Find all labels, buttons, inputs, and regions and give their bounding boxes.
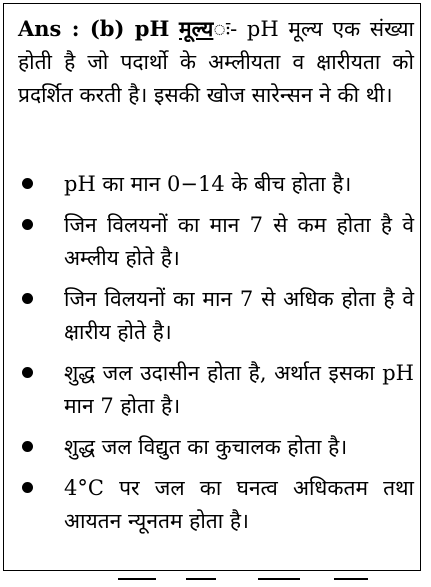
point-text: 4°C पर जल का घनत्व अधिकतम तथा आयतन न्यूनतम होता है। xyxy=(64,476,414,533)
bullet-icon xyxy=(22,293,33,304)
point-text: pH का मान 0−14 के बीच होता है। xyxy=(64,172,352,196)
point-text: शुद्ध जल उदासीन होता है, अर्थात इसका pH मान 7 होता है। xyxy=(64,361,414,418)
answer-paragraph xyxy=(18,12,414,112)
bullet-icon xyxy=(22,482,33,493)
list-item xyxy=(0,431,420,464)
answer-lead: Ans : (b) pH xyxy=(18,16,170,41)
bullet-icon xyxy=(22,441,33,452)
list-item xyxy=(0,283,420,349)
point-list xyxy=(0,168,420,546)
list-item xyxy=(0,472,420,538)
bullet-icon xyxy=(22,219,33,230)
list-item xyxy=(0,168,420,201)
point-text: शुद्ध जल विद्युत का कुचालक होता है। xyxy=(64,435,348,459)
list-item xyxy=(0,209,420,275)
answer-heading: मूल्य xyxy=(179,16,214,41)
point-text: जिन विलयनों का मान 7 से अधिक होता है वे क्षारीय होते है। xyxy=(64,287,414,344)
point-text: जिन विलयनों का मान 7 से कम होता है वे अम्लीय होते है। xyxy=(64,213,414,270)
answer-intro: ः- pH मूल्य एक संख्या होती है जो पदार्थो के अम्लीयता व क्षारीयता को प्रदर्शित करती है। इसकी खोज सारेन्सन ने की थी। xyxy=(18,17,414,107)
bullet-icon xyxy=(22,367,33,378)
list-item xyxy=(0,357,420,423)
cropped-next-line xyxy=(90,578,390,587)
bullet-icon xyxy=(22,178,33,189)
